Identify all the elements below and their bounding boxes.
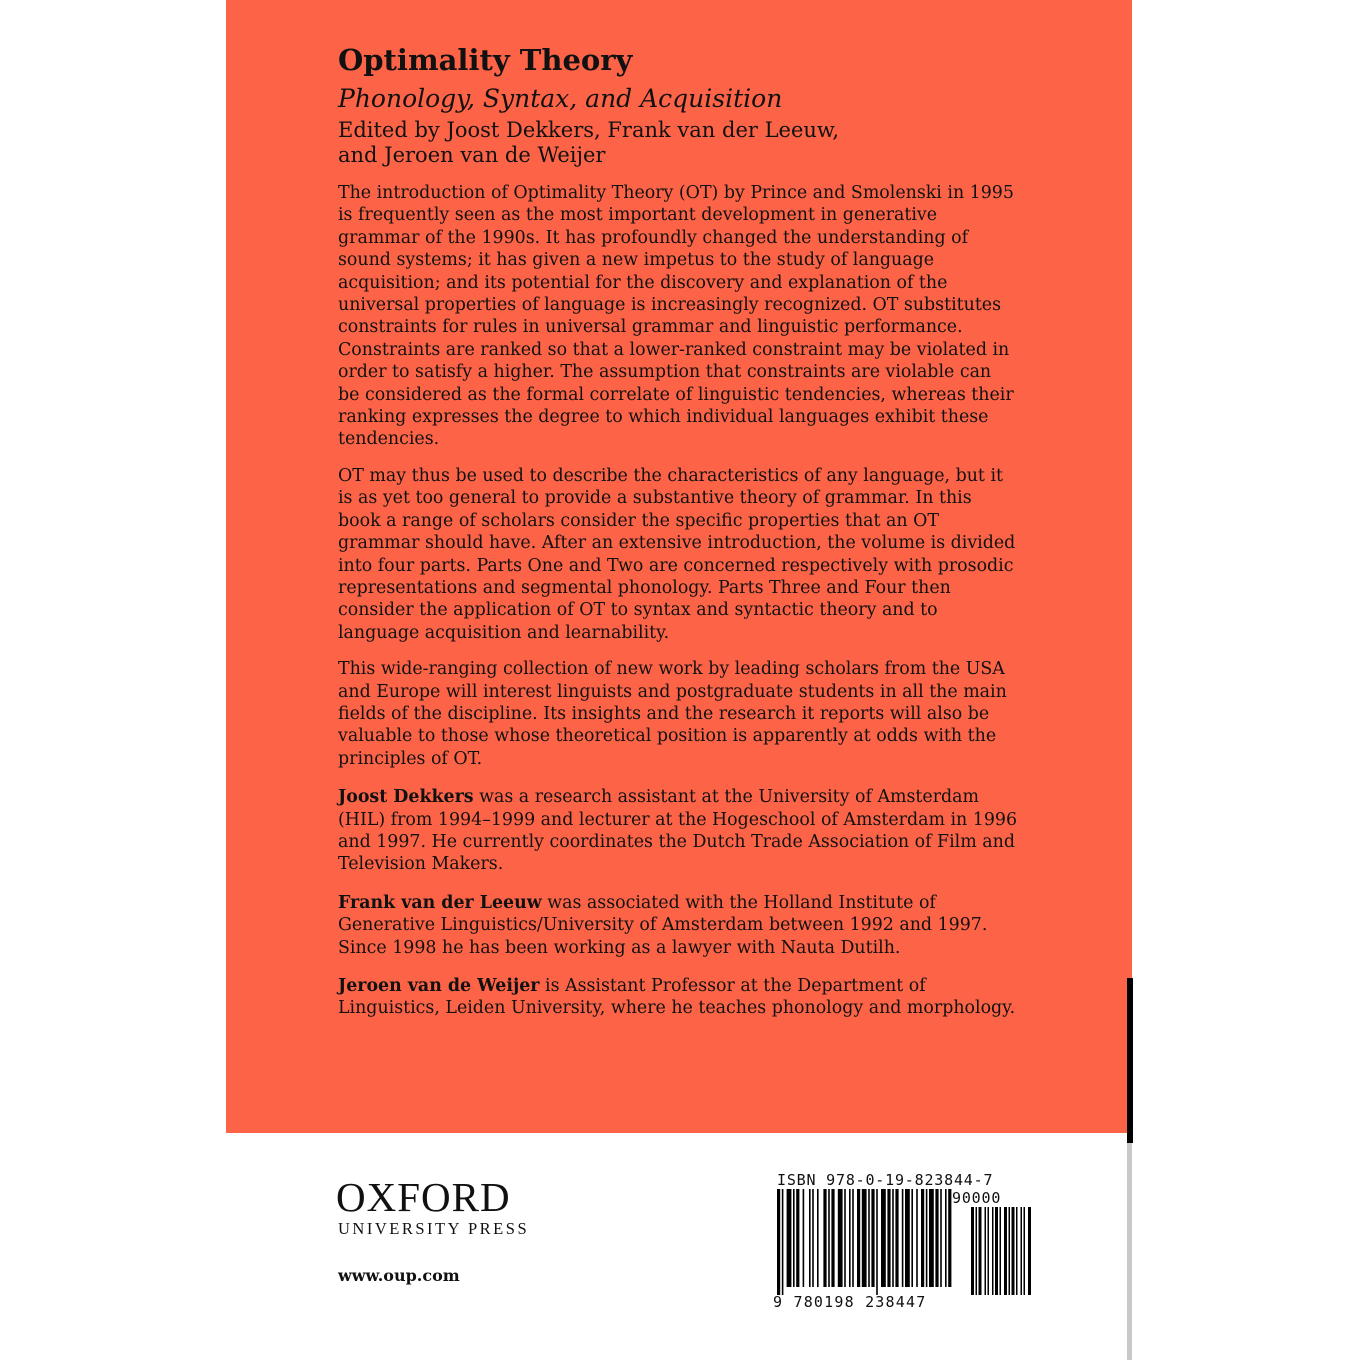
book-editors: Edited by Joost Dekkers, Frank van der Leeuw, and Jeroen van de Weijer — [338, 118, 840, 167]
bio-dekkers — [338, 786, 1018, 876]
barcode-addon-number: 90000 — [952, 1189, 1002, 1207]
isbn-label: ISBN 978-0-19-823844-7 — [777, 1171, 994, 1189]
bio-name: Frank van der Leeuw — [338, 892, 542, 913]
spine-edge — [1127, 978, 1133, 1143]
blurb-paragraph-2: OT may thus be used to describe the characteristics of any language, but it is as yet too general to provide a substantive theory of grammar. In this book a range of scholars consider the specific properties that an OT grammar should have. After an extensive introduction, the volume is divided into four parts. Parts One and Two are concerned respectively with prosodic representations and segmental phonology. Parts Three and Four then consider the application of OT to syntax and syntactic theory and to language acquisition and learnability. — [338, 465, 1016, 643]
bio-text: was a research assistant at the University of Amsterdam (HIL) from 1994–1999 and lecturer at the Hogeschool of Amsterdam in 1996 and 1997. He currently coordinates the Dutch Trade Association of Film and Television Makers. — [338, 787, 1018, 875]
blurb-paragraph-1: The introduction of Optimality Theory (OT) by Prince and Smolenski in 1995 is frequently seen as the most important development in generative grammar of the 1990s. It has profoundly changed the understanding of sound systems; it has given a new impetus to the study of language acquisition; and its potential for the discovery and explanation of the universal properties of language is increasingly recognized. OT substitutes constraints for rules in universal grammar and linguistic performance. Constraints are ranked so that a lower-ranked constraint may be violated in order to satisfy a higher. The assumption that constraints are violable can be considered as the formal correlate of linguistic tendencies, whereas their ranking expresses the degree to which individual languages exhibit these tendencies. — [338, 183, 1014, 450]
spine-edge-lower — [1127, 1143, 1132, 1360]
barcode-icon — [773, 1189, 1033, 1299]
bio-van-de-weijer — [338, 975, 1018, 1020]
cover-text — [338, 42, 1018, 1020]
barcode-digits: 9 780198 238447 — [773, 1293, 927, 1311]
publisher-subtitle: UNIVERSITY PRESS — [338, 1219, 530, 1238]
bio-van-der-leeuw — [338, 892, 1018, 959]
publisher-logo: OXFORD — [336, 1174, 511, 1220]
bio-name: Jeroen van de Weijer — [338, 976, 540, 996]
back-cover — [226, 0, 1132, 1360]
blurb-paragraph-3: This wide-ranging collection of new work by leading scholars from the USA and Europe will interest linguists and postgraduate students in all the main fields of the discipline. Its insights and the research it reports will also be valuable to those whose theoretical position is apparently at odds with the principles of OT. — [338, 659, 1007, 769]
orange-panel — [226, 0, 1132, 1133]
bio-text: is Assistant Professor at the Department of Linguistics, Leiden University, where he teaches phonology and morphology. — [338, 976, 1016, 1019]
bio-name: Joost Dekkers — [338, 787, 474, 808]
book-title: Optimality Theory — [338, 43, 633, 77]
book-subtitle: Phonology, Syntax, and Acquisition — [338, 84, 783, 113]
publisher-url: www.oup.com — [338, 1266, 460, 1285]
cover-footer — [226, 1133, 1132, 1360]
bio-text: was associated with the Holland Institute of Generative Linguistics/University of Amsterdam between 1992 and 1997. Since 1998 he has been working as a lawyer with Nauta Dutilh. — [338, 892, 988, 958]
